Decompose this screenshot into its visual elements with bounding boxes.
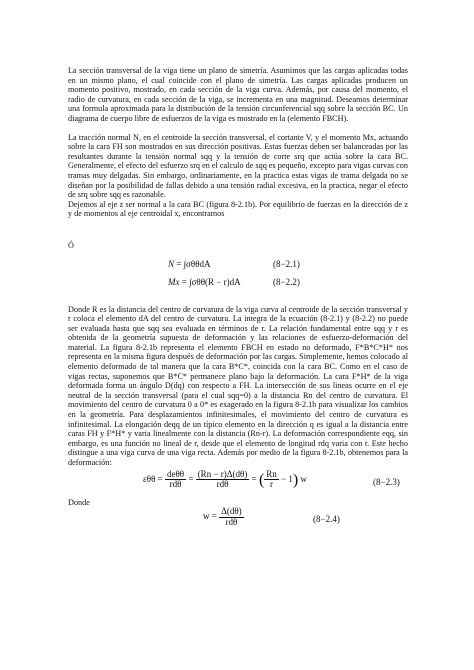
equation-8-2-1 [68, 260, 408, 278]
paragraph-2: La tracción normal N, en el centroide la sección transversal, el cortante V, y el momento Mx, actuando sobre la cara FH son mostrados en sus dirección positivas. Estas fuerzas deben ser balanceadas por las resultantes durante la tensión normal sqq y la tensión de corte srq que actúa sobre la cara BC. Generalmente, el efecto del esfuerzo srq en el calculo de sqq es pequeño, excepto para vigas curvas con tramas muy delgadas. Sin embargo, ordinariamente, en la practica estas vigas de trama delgada no se diseñan por la posibilidad de fallas debido a una tensión radial excesiva, en la practica, negar el efecto de srq sobre sqq es razonable. [68, 132, 408, 200]
equation-8-2-2 [68, 278, 408, 296]
eq3-fraction-1: $\frac{\text{deθθ}}{\text{rdθ}}$ [166, 468, 185, 490]
eq3-fraction-3: $\frac{Rn}{r}$ [266, 468, 277, 490]
eq3-fraction-2: $\frac{(Rn - r)\Delta(d\theta)}{\text{rdθ}}$ [197, 468, 248, 490]
eq3-number: (8−2.3) [373, 476, 400, 487]
eq1-lhs: N [168, 258, 175, 269]
eq3-lhs: εθθ = [143, 473, 163, 484]
eq4-lhs: w = [203, 511, 217, 522]
eq4-fraction: $\frac{\Delta(d\theta)}{\text{rdθ}}$ [221, 506, 242, 527]
or-label: Ó [68, 240, 74, 250]
eq1-number: (8−2.1) [273, 258, 300, 269]
equation-8-2-3: εθθ = $\frac{\text{deθθ}}{\text{rdθ}}$ = $\frac{(Rn - r)\Delta(d\theta)}{\text{rdθ}}$ = ( $\frac{Rn}{r}$ − 1) w (8−2.3) [143, 468, 400, 490]
eq4-number: (8−2.4) [313, 514, 340, 525]
eq2-lhs: Mx [168, 276, 180, 287]
donde-label: Donde [68, 497, 90, 507]
paragraph-3: Dejemos al eje z ser normal a la cara BC (figura 8-2.1b). Por equilibrio de fuerzas en la dirección de z y de momentos al eje centroidal x, encontramos [68, 199, 408, 219]
paragraph-4: Donde R es la distancia del centro de curvatura de la viga curva al centroide de la sección transversal y r coloca el elemento dA del centro de curvatura. La integra de la ecuación (8-2.1) y (8-2.2) no puede ser evaluada hasta que sqq sea evaluada en términos de r. La relación fundamental entre sqq y r es obtenida de la geometría supuesta de deformación y las relaciones de esfuerzo-deformación del material. La figura 8-2.1b representa el elemento FBCH en estado no deformado, F*B*C*H* nos representa en la misma figura después de deformación por las cargas. Simplemente, hemos colocado al elemento deformado de tal manera que la cara B*C*, coincida con la cara BC. Como en el caso de vigas rectas, suponemos que B*C* permanece plano bajo la deformación. La cara F*H* de la viga deformada forma un ángulo D(dq) con respecto a FH. La intersección de sus lineas ocurre en el eje neutral de la sección transversal (para el cual sqq=0) a la distancia Rn del centro de curvatura. El movimiento del centro de curvatura 0 a 0* es exagerado en la figura 8-2.1b para visualizar los cambios en la geometría. Para desplazamientos infinitesimales, el movimiento del centro de curvatura es infinitesimal. La elongación deqq de un típico elemento en la dirección q es igual a la distancia entre caras FH y F*H* y varia linealmente con la distancia (Rn-r). La deformación correspondiente eqq, sin embargo, es una función no lineal de r, desde que el elemento de longitud rdq varia con r. Este hecho distingue a una viga curva de una viga recta. Además por medio de la figura 8-2.1b, obtenemos para la deformación: [68, 304, 408, 467]
eq1-rhs: = ∫σθθdA [176, 258, 211, 269]
paragraph-1: La sección transversal de la viga tiene un plano de simetría. Asumimos que las cargas aplicadas todas en un mismo plano, el cual coincide con el plano de simetría. Las cargas aplicadas producen un momento positivo, mostrado, en cada sección de la viga curva. Además, por causa del momento, el radio de curvatura, en cada sección de la viga, se incrementa en una magnitud. Deseamos determinar una formula aproximada para la distribución de la tensión circunferencial sqq sobre la sección BC. Un diagrama de cuerpo libre de esfuerzos de la viga es mostrado en la (elemento FBCH). [68, 66, 408, 123]
eq2-rhs: = ∫σθθ(R − r)dA [181, 276, 241, 287]
eq2-number: (8−2.2) [273, 276, 300, 287]
equation-8-2-4 [68, 507, 408, 537]
document-page [68, 66, 408, 537]
